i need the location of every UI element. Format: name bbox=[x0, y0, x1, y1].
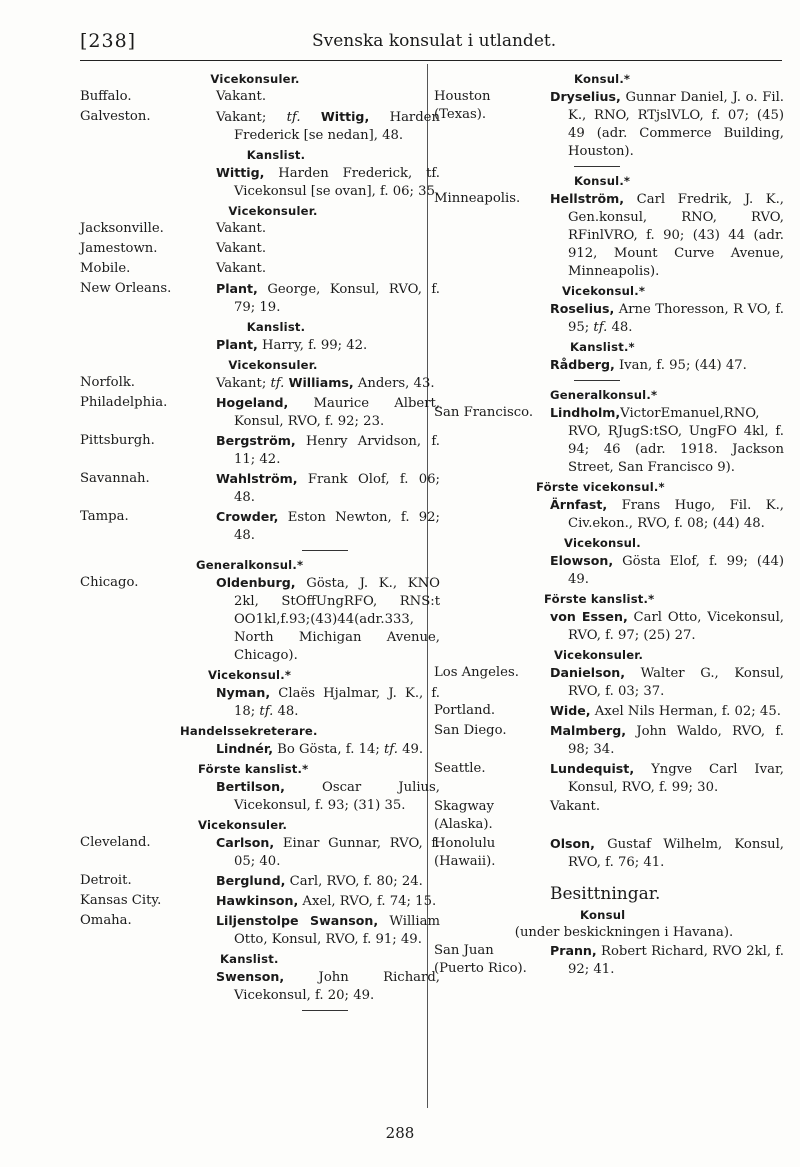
place-name: Los Angeles. bbox=[434, 665, 519, 680]
heading-kanslist: Kanslist. bbox=[246, 148, 306, 162]
person-name: Roselius, bbox=[550, 301, 615, 316]
entry-details: Arne Thoresson, R VO, f. 95; bbox=[568, 302, 784, 335]
place-name: Galveston. bbox=[80, 109, 151, 124]
footer-page-number: 288 bbox=[385, 1124, 415, 1142]
entry-savannah bbox=[80, 470, 440, 507]
person-name: Wittig, bbox=[216, 165, 265, 180]
person-name: Williams, bbox=[288, 375, 354, 390]
entry-text: Vakant. bbox=[216, 221, 267, 236]
entry-buffalo bbox=[80, 88, 422, 107]
entry-swenson bbox=[80, 968, 440, 1005]
entry-details: Gösta, J. K., KNO 2kl, StOffUngRFO, RNS:t OO1kl,f.93;(43)44(adr.333, North Michigan Avenue, Chicago). bbox=[234, 576, 440, 663]
person-name: Nyman, bbox=[216, 685, 271, 700]
person-name: Hawkinson, bbox=[216, 893, 299, 908]
place-name: Tampa. bbox=[80, 509, 129, 524]
person-name: Wahlström, bbox=[216, 471, 298, 486]
tf-mark: tf. bbox=[384, 742, 398, 757]
person-name: Bertilson, bbox=[216, 779, 285, 794]
heading-vicekonsuler: Vicekonsuler. bbox=[228, 204, 318, 218]
header-page-number: [238] bbox=[80, 30, 137, 52]
entry-mobile bbox=[80, 260, 422, 279]
place-name: San Diego. bbox=[434, 723, 507, 738]
entry-details: Carl Fredrik, J. K., Gen.konsul, RNO, RVO, RFinlVRO, f. 90; (43) 44 (adr. 912, Mount Curve Avenue, Minneapolis). bbox=[568, 192, 784, 279]
place-name: San Francisco. bbox=[434, 405, 534, 420]
header-rule bbox=[80, 60, 782, 61]
section-divider bbox=[80, 546, 422, 556]
person-name: Ärnfast, bbox=[550, 497, 608, 512]
entry-jacksonville bbox=[80, 220, 422, 239]
heading-vicekonsuler: Vicekonsuler. bbox=[210, 72, 300, 86]
entry-details-end: 48. bbox=[607, 320, 633, 335]
entry-text: Vakant. bbox=[550, 799, 601, 814]
heading-forste-vicekonsul: Förste vicekonsul.* bbox=[536, 480, 665, 494]
entry-details: William Otto, Konsul, RVO, f. 91; 49. bbox=[234, 914, 440, 947]
header-title: Svenska konsulat i utlandet. bbox=[312, 31, 557, 51]
person-name: Lindnér, bbox=[216, 741, 273, 756]
entry-details: Claës Hjalmar, J. K., f. 18; bbox=[234, 686, 440, 719]
entry-arnfast bbox=[434, 496, 784, 533]
heading-kanslist: Kanslist. bbox=[220, 952, 279, 966]
entry-minneapolis bbox=[434, 190, 784, 281]
place-name: Philadelphia. bbox=[80, 395, 168, 410]
section-divider bbox=[434, 162, 784, 172]
entry-details: Gustaf Wilhelm, Konsul, RVO, f. 76; 41. bbox=[568, 837, 784, 870]
place-name: Pittsburgh. bbox=[80, 433, 155, 448]
place-name: Omaha. bbox=[80, 913, 132, 928]
entry-san-juan bbox=[434, 942, 784, 979]
section-divider bbox=[434, 376, 784, 386]
entry-details: Walter G., Konsul, RVO, f. 03; 37. bbox=[568, 666, 784, 699]
heading-kanslist: Kanslist. bbox=[246, 320, 306, 334]
place-name: Cleveland. bbox=[80, 835, 151, 850]
entry-details: Yngve Carl Ivar, Konsul, RVO, f. 99; 30. bbox=[568, 762, 784, 795]
place-name: Savannah. bbox=[80, 471, 150, 486]
person-name: Danielson, bbox=[550, 665, 625, 680]
entry-details: Frank Olof, f. 06; 48. bbox=[234, 472, 440, 505]
entry-honolulu bbox=[434, 835, 784, 872]
place-name: Buffalo. bbox=[80, 89, 132, 104]
heading-vicekonsuler: Vicekonsuler. bbox=[198, 818, 288, 832]
place-name: Jacksonville. bbox=[80, 221, 164, 236]
entry-pittsburgh bbox=[80, 432, 440, 469]
entry-details: Eston Newton, f. 92; 48. bbox=[234, 510, 440, 543]
place-name: Mobile. bbox=[80, 261, 131, 276]
entry-jamestown bbox=[80, 240, 422, 259]
person-name: Berglund, bbox=[216, 873, 286, 888]
entry-new-orleans bbox=[80, 280, 440, 317]
person-name: Rådberg, bbox=[550, 357, 615, 372]
heading-konsul: Konsul.* bbox=[574, 174, 631, 188]
havana-note: (under beskickningen i Havana). bbox=[514, 925, 734, 940]
person-name: Lindholm, bbox=[550, 405, 621, 420]
entry-details: VictorEmanuel,RNO, RVO, RJugS:tSO, UngFO 4kl, f. 94; 46 (adr. 1918. Jackson Street, San Francisco 9). bbox=[568, 406, 784, 475]
entry-houston bbox=[434, 88, 784, 161]
entry-details-end: 49. bbox=[397, 742, 424, 757]
entry-details: Frans Hugo, Fil. K., Civ.ekon., RVO, f. 08; (44) 48. bbox=[568, 498, 784, 531]
entry-details: Gösta Elof, f. 99; (44) 49. bbox=[568, 554, 784, 587]
person-name: Plant, bbox=[216, 337, 258, 352]
heading-vicekonsul: Vicekonsul. bbox=[564, 536, 641, 550]
entry-lindner bbox=[80, 740, 422, 759]
tf-mark: tf. bbox=[259, 704, 274, 719]
entry-details: Carl, RVO, f. 80; 24. bbox=[285, 874, 423, 889]
person-name: Wittig, bbox=[320, 109, 370, 124]
entry-details: Ivan, f. 95; (44) 47. bbox=[614, 358, 747, 373]
entry-details: George, Konsul, RVO, f. 79; 19. bbox=[234, 282, 440, 315]
entry-details: Bo Gösta, f. 14; bbox=[272, 742, 384, 757]
entry-text: Vakant. bbox=[216, 89, 267, 104]
place-name: Chicago. bbox=[80, 575, 139, 590]
person-name: Lundequist, bbox=[550, 761, 635, 776]
entry-details: Robert Richard, RVO 2kl, f. 92; 41. bbox=[568, 944, 784, 977]
place-name: New Orleans. bbox=[80, 281, 172, 296]
place-name: Portland. bbox=[434, 703, 496, 718]
entry-prefix: Vakant; bbox=[216, 376, 271, 391]
entry-elowson bbox=[434, 552, 784, 589]
place-name: Houston (Texas). bbox=[434, 89, 491, 122]
person-name: Hellström, bbox=[550, 191, 625, 206]
entry-details: John Richard, Vicekonsul, f. 20; 49. bbox=[234, 970, 440, 1003]
tf-mark: tf. bbox=[270, 376, 285, 391]
entry-norfolk bbox=[80, 374, 435, 393]
person-name: von Essen, bbox=[550, 609, 628, 624]
entry-radberg bbox=[434, 356, 784, 375]
tf-mark: tf. bbox=[593, 320, 608, 335]
place-name: Detroit. bbox=[80, 873, 132, 888]
entry-plant-harry bbox=[80, 336, 422, 355]
entry-details: Axel, RVO, f. 74; 15. bbox=[298, 894, 437, 909]
person-name: Plant, bbox=[216, 281, 258, 296]
entry-details: Einar Gunnar, RVO, f. 05; 40. bbox=[234, 836, 440, 869]
person-name: Dryselius, bbox=[550, 89, 621, 104]
entry-roselius bbox=[434, 300, 784, 337]
place-name: Kansas City. bbox=[80, 893, 162, 908]
entry-details: Anders, 43. bbox=[353, 376, 435, 391]
entry-details: Gunnar Daniel, J. o. Fil. K., RNO, RTjslVLO, f. 07; (45) 49 (adr. Commerce Building, Houston). bbox=[568, 90, 784, 159]
entry-text: Vakant. bbox=[216, 261, 267, 276]
entry-details: Carl Otto, Vicekonsul, RVO, f. 97; (25) 27. bbox=[568, 610, 784, 643]
entry-details: Harden Frederick, tf. Vicekonsul [se ovan], f. 06; 35. bbox=[234, 166, 440, 199]
entry-san-diego bbox=[434, 722, 784, 759]
place-name: Minneapolis. bbox=[434, 191, 521, 206]
right-column bbox=[434, 70, 784, 980]
heading-vicekonsuler: Vicekonsuler. bbox=[554, 648, 644, 662]
entry-details: Maurice Albert, Konsul, RVO, f. 92; 23. bbox=[234, 396, 440, 429]
entry-von-essen bbox=[434, 608, 784, 645]
entry-skagway bbox=[434, 798, 784, 834]
entry-bertilson bbox=[80, 778, 440, 815]
place-name: Skagway (Alaska). bbox=[434, 799, 494, 832]
place-name: Honolulu (Hawaii). bbox=[434, 836, 496, 869]
heading-handelssekreterare: Handelssekreterare. bbox=[180, 724, 318, 738]
entry-galveston bbox=[80, 108, 440, 145]
place-name: Seattle. bbox=[434, 761, 486, 776]
heading-generalkonsul: Generalkonsul.* bbox=[196, 558, 304, 572]
place-name: San Juan (Puerto Rico). bbox=[434, 943, 527, 976]
entry-los-angeles bbox=[434, 664, 784, 701]
page-header bbox=[80, 30, 780, 60]
entry-omaha bbox=[80, 912, 440, 949]
entry-portland bbox=[434, 702, 784, 721]
person-name: Wide, bbox=[550, 703, 591, 718]
left-column bbox=[80, 70, 440, 1016]
entry-detroit bbox=[80, 872, 422, 891]
heading-kanslist: Kanslist.* bbox=[570, 340, 635, 354]
entry-details: Harden Frederick [se nedan], 48. bbox=[234, 110, 440, 143]
heading-vicekonsul: Vicekonsul.* bbox=[562, 284, 646, 298]
heading-forste-kanslist: Förste kanslist.* bbox=[198, 762, 309, 776]
entry-chicago bbox=[80, 574, 440, 665]
person-name: Malmberg, bbox=[550, 723, 627, 738]
heading-konsul: Konsul bbox=[580, 908, 626, 922]
section-divider bbox=[80, 1006, 422, 1016]
entry-kansas-city bbox=[80, 892, 437, 911]
heading-vicekonsuler: Vicekonsuler. bbox=[228, 358, 318, 372]
entry-seattle bbox=[434, 760, 784, 797]
place-name: Norfolk. bbox=[80, 375, 136, 390]
person-name: Oldenburg, bbox=[216, 575, 296, 590]
heading-vicekonsul: Vicekonsul.* bbox=[208, 668, 292, 682]
person-name: Bergström, bbox=[216, 433, 296, 448]
entry-san-francisco bbox=[434, 404, 784, 477]
entry-details: Harry, f. 99; 42. bbox=[257, 338, 368, 353]
tf-mark: tf. bbox=[286, 110, 301, 125]
person-name: Hogeland, bbox=[216, 395, 289, 410]
entry-cleveland bbox=[80, 834, 440, 871]
person-name: Carlson, bbox=[216, 835, 275, 850]
entry-details: Axel Nils Herman, f. 02; 45. bbox=[590, 704, 781, 719]
person-name: Swenson, bbox=[216, 969, 285, 984]
entry-tampa bbox=[80, 508, 440, 545]
place-name: Jamestown. bbox=[80, 241, 158, 256]
heading-generalkonsul: Generalkonsul.* bbox=[550, 388, 658, 402]
person-name: Liljenstolpe Swanson, bbox=[216, 913, 379, 928]
person-name: Prann, bbox=[550, 943, 597, 958]
entry-text: Vakant. bbox=[216, 241, 267, 256]
entry-philadelphia bbox=[80, 394, 440, 431]
entry-nyman bbox=[80, 684, 440, 721]
entry-details: John Waldo, RVO, f. 98; 34. bbox=[568, 724, 784, 757]
person-name: Crowder, bbox=[216, 509, 279, 524]
section-title-besittningar: Besittningar. bbox=[550, 884, 661, 904]
entry-prefix: Vakant; bbox=[216, 110, 287, 125]
heading-forste-kanslist: Förste kanslist.* bbox=[544, 592, 655, 606]
entry-details: Henry Arvidson, f. 11; 42. bbox=[234, 434, 440, 467]
entry-details: Oscar Julius, Vicekonsul, f. 93; (31) 35. bbox=[234, 780, 440, 813]
entry-wittig bbox=[80, 164, 440, 201]
heading-konsul: Konsul.* bbox=[574, 72, 631, 86]
person-name: Olson, bbox=[550, 836, 595, 851]
entry-details-end: 48. bbox=[273, 704, 299, 719]
person-name: Elowson, bbox=[550, 553, 614, 568]
